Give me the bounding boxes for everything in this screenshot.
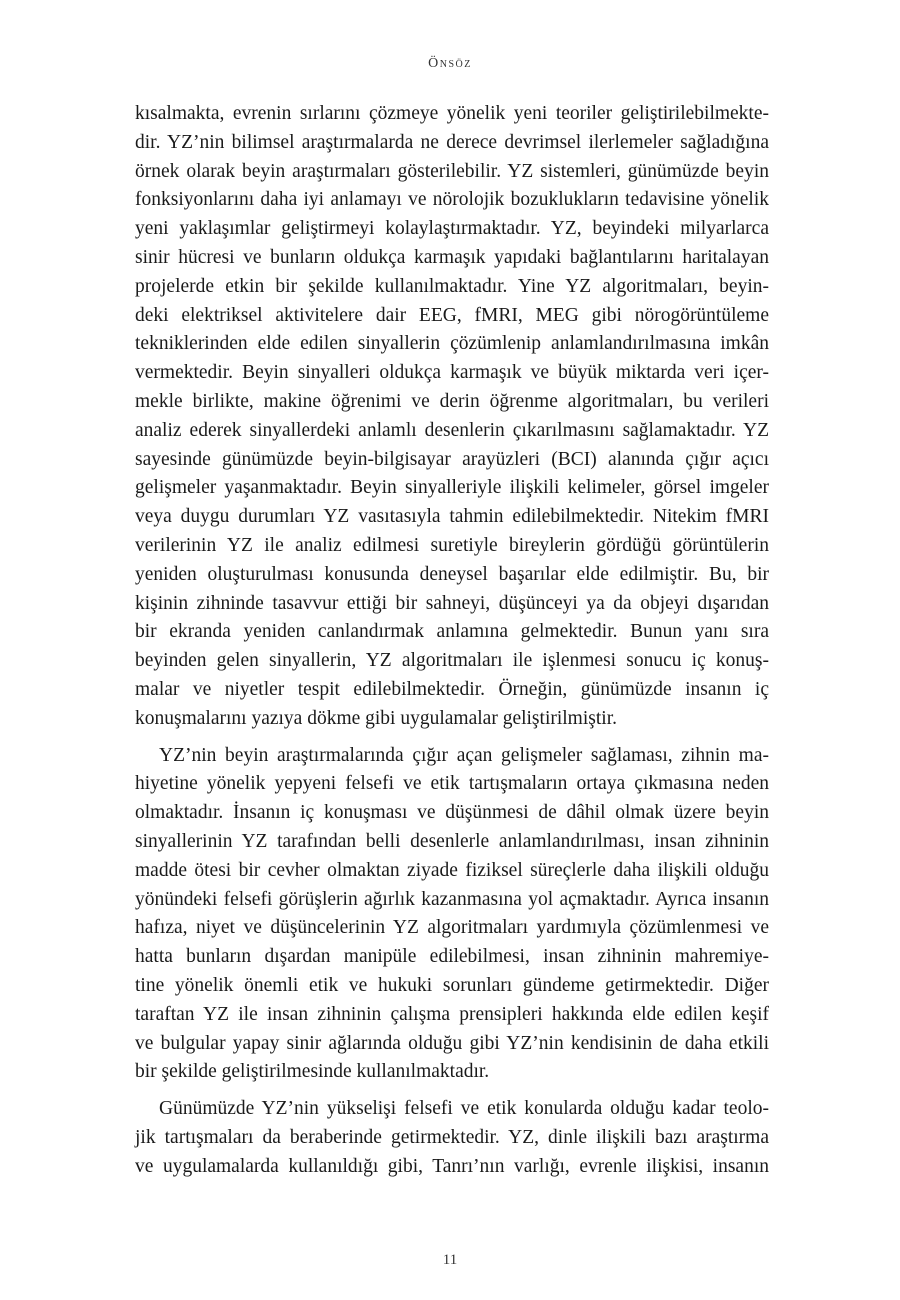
text-line: deki elektriksel aktivitelere dair EEG, fMRI, MEG gibi nörogörüntüleme (135, 304, 769, 326)
text-line: hiyetine yönelik yepyeni felsefi ve etik tartışmaların ortaya çıkmasına neden (135, 773, 769, 795)
text-line: kişinin zihninde tasavvur ettiği bir sahneyi, düşünceyi ya da objeyi dışarıdan (135, 592, 769, 614)
text-line: yeni yaklaşımlar geliştirmeyi kolaylaştırmaktadır. YZ, beyindeki milyarlarca (135, 218, 769, 240)
text-line: mekle birlikte, makine öğrenimi ve derin öğrenme algoritmaları, bu verileri (135, 390, 769, 412)
text-line: tine yönelik önemli etik ve hukuki sorunları gündeme getirmektedir. Diğer (135, 974, 769, 996)
text-line: sinyallerinin YZ tarafından belli desenlerle anlamlandırılması, insan zihninin (135, 830, 769, 852)
text-line: örnek olarak beyin araştırmaları gösterilebilir. YZ sistemleri, günümüzde beyin (135, 160, 769, 182)
text-line: gelişmeler yaşanmaktadır. Beyin sinyalleriyle ilişkili kelimeler, görsel imgeler (135, 477, 769, 499)
paragraph-2 (135, 742, 769, 1088)
text-line: fonksiyonlarını daha iyi anlamayı ve nörolojik bozuklukların tedavisine yönelik (135, 189, 769, 211)
text-line: vermektedir. Beyin sinyalleri oldukça karmaşık ve büyük miktarda veri içer- (135, 362, 769, 384)
running-header: Önsöz (428, 56, 472, 71)
text-line: projelerde etkin bir şekilde kullanılmaktadır. Yine YZ algoritmaları, beyin- (135, 275, 769, 297)
text-line: madde ötesi bir cevher olmaktan ziyade fiziksel süreçlerle daha ilişkili olduğu (135, 859, 769, 881)
text-line: beyinden gelen sinyallerin, YZ algoritmaları ile işlenmesi sonucu iç konuş- (135, 650, 769, 672)
text-line: ve bulgular yapay sinir ağlarında olduğu gibi YZ’nin kendisinin de daha etkili (135, 1032, 769, 1054)
text-line: taraftan YZ ile insan zihninin çalışma prensipleri hakkında elde edilen keşif (135, 1003, 769, 1025)
text-line: yeniden oluşturulması konusunda deneysel başarılar elde edilmiştir. Bu, bir (135, 563, 769, 585)
text-line: jik tartışmaları da beraberinde getirmektedir. YZ, dinle ilişkili bazı araştırma (135, 1126, 769, 1148)
text-line: tekniklerinden elde edilen sinyallerin çözümlenip anlamlandırılmasına imkân (135, 333, 769, 355)
text-line: YZ’nin beyin araştırmalarında çığır açan gelişmeler sağlaması, zihnin ma- (159, 744, 769, 766)
text-line: verilerinin YZ ile analiz edilmesi suretiyle bireylerin gördüğü görüntülerin (135, 534, 769, 556)
text-line: Günümüzde YZ’nin yükselişi felsefi ve etik konularda olduğu kadar teolo- (159, 1098, 769, 1120)
text-line: sayesinde günümüzde beyin-bilgisayar arayüzleri (BCI) alanında çığır açıcı (135, 448, 769, 470)
text-line: bir şekilde geliştirilmesinde kullanılmaktadır. (135, 1061, 490, 1083)
paragraph-1 (135, 100, 769, 734)
text-line: bir ekranda yeniden canlandırmak anlamına gelmektedir. Bunun yanı sıra (135, 621, 769, 643)
text-line: veya duygu durumları YZ vasıtasıyla tahmin edilebilmektedir. Nitekim fMRI (135, 506, 769, 528)
text-line: malar ve niyetler tespit edilebilmektedir. Örneğin, günümüzde insanın iç (135, 678, 769, 700)
page-number: 11 (442, 1252, 458, 1268)
text-line: kısalmakta, evrenin sırlarını çözmeye yönelik yeni teoriler geliştirilebilmekte- (135, 103, 769, 124)
text-line: konuşmalarını yazıya dökme gibi uygulamalar geliştirilmiştir. (135, 707, 617, 729)
paragraph-3 (135, 1095, 769, 1181)
text-line: ve uygulamalarda kullanıldığı gibi, Tanrı’nın varlığı, evrenle ilişkisi, insanın (135, 1155, 769, 1177)
text-line: analiz ederek sinyallerdeki anlamlı desenlerin çıkarılmasını sağlamaktadır. YZ (135, 419, 769, 441)
text-line: dir. YZ’nin bilimsel araştırmalarda ne derece devrimsel ilerlemeler sağladığına (135, 131, 769, 153)
text-line: sinir hücresi ve bunların oldukça karmaşık yapıdaki bağlantılarını haritalayan (135, 246, 769, 268)
text-line: yönündeki felsefi görüşlerin ağırlık kazanmasına yol açmaktadır. Ayrıca insanın (135, 888, 769, 910)
text-line: hafıza, niyet ve düşüncelerinin YZ algoritmaları yardımıyla çözümlenmesi ve (135, 917, 769, 939)
body-text (135, 100, 769, 1181)
text-line: olmaktadır. İnsanın iç konuşması ve düşünmesi de dâhil olmak üzere beyin (135, 802, 769, 824)
text-line: hatta bunların dışardan manipüle edilebilmesi, insan zihninin mahremiye- (135, 946, 769, 968)
